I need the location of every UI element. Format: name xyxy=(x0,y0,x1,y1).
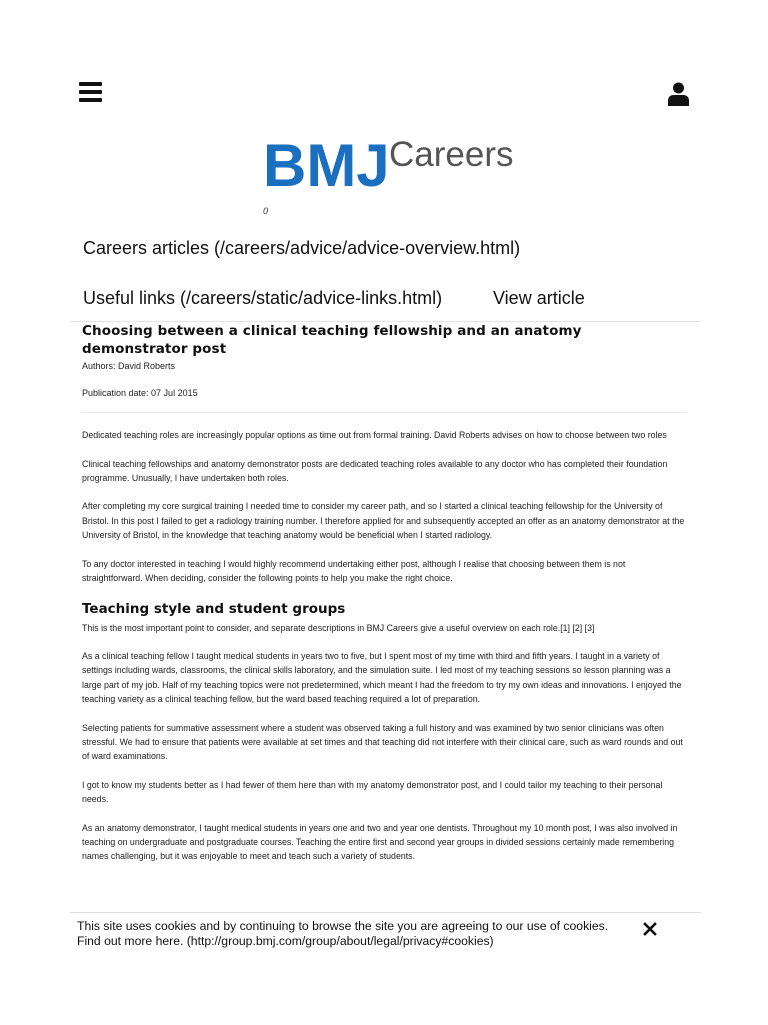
article-title: Choosing between a clinical teaching fellowship and an anatomy demonstrator post xyxy=(82,323,582,357)
divider xyxy=(82,412,686,413)
menu-bar xyxy=(79,82,102,86)
article-paragraph: After completing my core surgical training I needed time to consider my career path, and so I started a clinical teaching fellowship for the University of Bristol. In this post I failed to get a radiology training number. I therefore applied for and subsequently accepted an offer as an anatomy demonstrator at the University of Bristol, in the knowledge that teaching anatomy would be beneficial when I started radiology. xyxy=(82,501,685,541)
publication-date: Publication date: 07 Jul 2015 xyxy=(82,388,198,398)
section-heading: Teaching style and student groups xyxy=(82,600,346,617)
hamburger-menu-icon[interactable] xyxy=(79,82,102,102)
bmj-careers-logo[interactable] xyxy=(263,130,523,210)
article xyxy=(82,322,686,878)
article-paragraph: Clinical teaching fellowships and anatomy demonstrator posts are dedicated teaching roles available to any doctor who has completed their foundation programme. Unusually, I have undertaken both roles. xyxy=(82,458,668,483)
menu-bar xyxy=(79,98,102,102)
careers-articles-link[interactable]: Careers articles (/careers/advice/advice-overview.html) xyxy=(83,238,521,258)
logo-brand-text: BMJ xyxy=(263,132,390,199)
article-paragraph: Selecting patients for summative assessment where a student was observed taking a full history and was examined by two senior clinicians was often stressful. We had to ensure that patients were available at set times and that teaching did not interfere with their clinical care, such as ward rounds and out of ward examinations. xyxy=(82,722,683,762)
logo-graphic xyxy=(263,130,523,210)
article-paragraph: As an anatomy demonstrator, I taught medical students in years one and two and year one dentists. Throughout my 10 month post, I was also involved in teaching on undergraduate and postgraduate courses. Teaching the entire first and second year groups in divided sessions certainly made remembering names challenging, but it was enjoyable to meet and teach such a variety of students. xyxy=(82,822,678,862)
close-x-glyph xyxy=(642,921,658,937)
article-paragraph: As a clinical teaching fellow I taught medical students in years two to five, but I spent most of my time with third and fifth years. I taught in a variety of settings including wards, classrooms, the clinical skills laboratory, and the simulation suite. I led most of my teaching sessions so lesson planning was a large part of my job. Half of my teaching topics were not predetermined, which meant I had the freedom to try my own ideas and innovations. I enjoyed the teaching variety as a clinical teaching fellow, but the ward based teaching required a lot of preparation. xyxy=(82,651,682,705)
cookie-banner xyxy=(70,912,701,1025)
article-paragraph: This is the most important point to consider, and separate descriptions in BMJ Careers give a useful overview on each role.[1] [2] [3] xyxy=(82,622,595,633)
view-article-link[interactable]: View article xyxy=(493,288,585,308)
article-authors: Authors: David Roberts xyxy=(82,361,176,371)
broken-image-placeholder: 0 xyxy=(263,206,269,216)
article-paragraph: To any doctor interested in teaching I would highly recommend undertaking either post, although I realise that choosing between them is not straightforward. When deciding, consider the following points to help you make the right choice. xyxy=(82,558,626,583)
article-standfirst: Dedicated teaching roles are increasingly popular options as time out from formal training. David Roberts advises on how to choose between two roles xyxy=(82,430,667,440)
menu-bar xyxy=(79,90,102,94)
user-silhouette-icon xyxy=(667,82,690,106)
logo-product-text: Careers xyxy=(389,135,514,174)
cookie-message: This site uses cookies and by continuing to browse the site you are agreeing to our use of cookies. Find out more here. (http://group.bmj.com/group/about/legal/privacy#cookies) xyxy=(77,919,609,948)
article-paragraph: I got to know my students better as I had fewer of them here than with my anatomy demonstrator post, and I could tailor my teaching to their personal needs. xyxy=(82,779,663,805)
useful-links-link[interactable]: Useful links (/careers/static/advice-links.html) xyxy=(83,288,443,308)
close-icon[interactable] xyxy=(642,921,658,937)
user-account-icon[interactable] xyxy=(667,82,690,106)
